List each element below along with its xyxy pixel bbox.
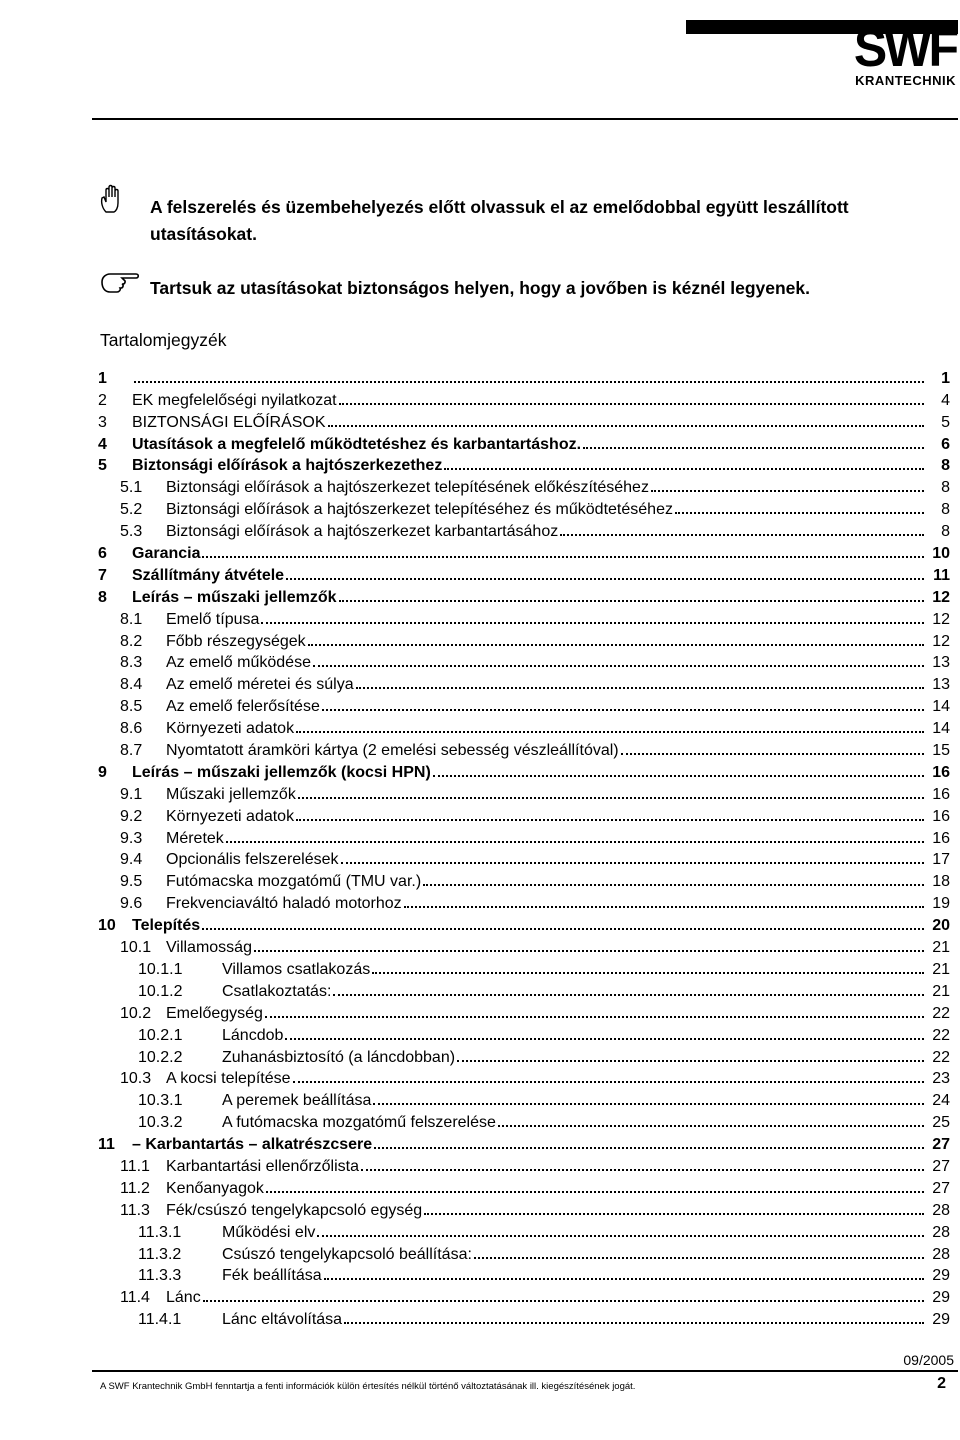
toc-entry-label: EK megfelelőségi nyilatkozat — [132, 391, 337, 409]
toc-entry-page: 22 — [932, 1004, 950, 1022]
toc-leader-dots — [651, 489, 924, 492]
toc-entry-number: 9.3 — [120, 829, 143, 847]
toc-entry-label: A peremek beállítása — [222, 1092, 372, 1110]
toc-entry-label: Emelő típusa — [166, 610, 260, 628]
footer-disclaimer: A SWF Krantechnik GmbH fenntartja a fenti információk külön értesítés nélkül történő változtatásának ill. kiegészítésének jogát. — [100, 1381, 636, 1392]
toc-entry[interactable] — [98, 410, 950, 432]
toc-entry[interactable] — [98, 1045, 950, 1067]
toc-entry[interactable] — [98, 366, 950, 388]
toc-entry[interactable] — [98, 1198, 950, 1220]
toc-entry-label: Opcionális felszerelések — [166, 851, 339, 869]
toc-entry-label: Nyomtatott áramköri kártya (2 emelési sebesség vészleállítóval) — [166, 742, 619, 760]
toc-leader-dots — [261, 621, 924, 624]
toc-leader-dots — [285, 1037, 924, 1040]
toc-entry[interactable] — [98, 1154, 950, 1176]
toc-entry-number: 10.2.2 — [138, 1048, 183, 1066]
company-logo-subtitle: KRANTECHNIK — [855, 73, 956, 88]
toc-entry-label: Biztonsági előírások a hajtószerkezet telepítésének előkészítéséhez — [166, 479, 649, 497]
toc-entry-page: 12 — [932, 588, 950, 606]
toc-leader-dots — [254, 949, 924, 952]
toc-entry-number: 10.3.2 — [138, 1114, 183, 1132]
toc-leader-dots — [202, 927, 924, 930]
toc-entry-label: Futómacska mozgatómű (TMU var.) — [166, 873, 422, 891]
toc-entry-page: 16 — [932, 763, 950, 781]
toc-entry[interactable] — [98, 826, 950, 848]
toc-entry-label: Működési elv — [222, 1223, 316, 1241]
toc-entry-label: Biztonsági előírások a hajtószerkezet karbantartásához — [166, 523, 559, 541]
toc-leader-dots — [134, 380, 924, 383]
toc-entry-label: Környezeti adatok — [166, 807, 295, 825]
toc-entry-page: 16 — [932, 807, 950, 825]
toc-leader-dots — [226, 840, 924, 843]
toc-entry[interactable] — [98, 1264, 950, 1286]
toc-entry-number: 5.3 — [120, 523, 143, 541]
toc-entry-label: Fék/csúszó tengelykapcsoló egység — [166, 1201, 423, 1219]
toc-entry-page: 22 — [932, 1026, 950, 1044]
toc-entry[interactable] — [98, 738, 950, 760]
toc-entry-page: 15 — [932, 742, 950, 760]
toc-entry-number: 10.3 — [120, 1070, 152, 1088]
toc-leader-dots — [313, 664, 924, 667]
toc-entry-page: 21 — [932, 939, 950, 957]
toc-entry[interactable] — [98, 760, 950, 782]
toc-leader-dots — [457, 1059, 924, 1062]
toc-entry-number: 9.5 — [120, 873, 143, 891]
toc-leader-dots — [202, 555, 924, 558]
toc-entry[interactable] — [98, 979, 950, 1001]
toc-entry-number: 9.4 — [120, 851, 143, 869]
toc-entry[interactable] — [98, 913, 950, 935]
toc-leader-dots — [296, 818, 924, 821]
toc-entry-number: 10.2.1 — [138, 1026, 183, 1044]
toc-entry[interactable] — [98, 1132, 950, 1154]
toc-entry-label: Garancia — [132, 545, 201, 563]
toc-entry[interactable] — [98, 497, 950, 519]
toc-entry-number: 3 — [98, 413, 107, 431]
toc-entry-number: 8.1 — [120, 610, 143, 628]
toc-entry[interactable] — [98, 607, 950, 629]
toc-entry-page: 4 — [941, 391, 950, 409]
toc-entry-page: 25 — [932, 1114, 950, 1132]
toc-leader-dots — [444, 467, 924, 470]
toc-entry-page: 28 — [932, 1201, 950, 1219]
toc-entry-page: 16 — [932, 829, 950, 847]
toc-entry-number: 5 — [98, 457, 107, 475]
toc-entry-number: 1 — [98, 369, 107, 387]
toc-leader-dots — [356, 686, 924, 689]
toc-entry-page: 14 — [932, 720, 950, 738]
toc-leader-dots — [621, 752, 924, 755]
toc-entry[interactable] — [98, 694, 950, 716]
toc-entry-number: 9.6 — [120, 895, 143, 913]
toc-entry-label: Szállítmány átvétele — [132, 566, 285, 584]
toc-entry-label: Emelőegység — [166, 1004, 263, 1022]
toc-entry[interactable] — [98, 1023, 950, 1045]
storage-notice: Tartsuk az utasításokat biztonságos helyen, hogy a jovőben is kéznél legyenek. — [150, 278, 811, 298]
toc-entry-label: Leírás – műszaki jellemzők — [132, 588, 337, 606]
toc-leader-dots — [361, 1168, 924, 1171]
toc-entry-number: 6 — [98, 545, 107, 563]
toc-entry-label: Biztonsági előírások a hajtószerkezet telepítéséhez és működtetéséhez — [166, 501, 673, 519]
toc-entry-page: 27 — [932, 1179, 950, 1197]
toc-leader-dots — [324, 1277, 924, 1280]
toc-entry-page: 27 — [932, 1157, 950, 1175]
toc-entry-number: 11.2 — [120, 1179, 150, 1197]
toc-entry[interactable] — [98, 1001, 950, 1023]
toc-entry-page: 8 — [941, 501, 950, 519]
toc-entry[interactable] — [98, 1220, 950, 1242]
toc-entry-page: 28 — [932, 1245, 950, 1263]
toc-entry-number: 10 — [98, 917, 116, 935]
toc-entry[interactable] — [98, 1067, 950, 1089]
toc-entry[interactable] — [98, 629, 950, 651]
toc-entry-number: 11.4.1 — [138, 1311, 182, 1329]
toc-leader-dots — [344, 1321, 924, 1324]
toc-entry-label: Csatlakoztatás: — [222, 982, 332, 1000]
toc-entry-page: 29 — [932, 1311, 950, 1329]
toc-entry[interactable] — [98, 388, 950, 410]
toc-entry-number: 11.3 — [120, 1201, 150, 1219]
toc-entry[interactable] — [98, 782, 950, 804]
toc-entry-page: 17 — [932, 851, 950, 869]
toc-entry-number: 9.1 — [120, 785, 143, 803]
toc-entry-number: 4 — [98, 435, 107, 453]
toc-entry-page: 13 — [932, 654, 950, 672]
toc-entry[interactable] — [98, 869, 950, 891]
toc-leader-dots — [333, 993, 924, 996]
toc-entry[interactable] — [98, 1176, 950, 1198]
toc-entry[interactable] — [98, 804, 950, 826]
toc-entry-number: 5.1 — [120, 479, 143, 497]
toc-entry[interactable] — [98, 475, 950, 497]
toc-leader-dots — [298, 796, 924, 799]
toc-entry-page: 8 — [941, 479, 950, 497]
toc-entry-label: Az emelő felerősítése — [166, 698, 320, 716]
toc-entry-page: 12 — [932, 610, 950, 628]
toc-entry[interactable] — [98, 672, 950, 694]
toc-entry[interactable] — [98, 1242, 950, 1264]
toc-leader-dots — [374, 1146, 924, 1149]
toc-leader-dots — [474, 1256, 924, 1259]
toc-entry-page: 21 — [932, 982, 950, 1000]
toc-entry[interactable] — [98, 519, 950, 541]
pointing-hand-icon — [100, 268, 142, 294]
toc-entry[interactable] — [98, 1088, 950, 1110]
toc-entry-number: 9.2 — [120, 807, 143, 825]
toc-entry-label: Az emelő méretei és súlya — [166, 676, 354, 694]
company-logo: SWF — [853, 18, 956, 78]
toc-entry-number: 2 — [98, 391, 107, 409]
toc-entry[interactable] — [98, 563, 950, 585]
toc-entry-label: A futómacska mozgatómű felszerelése — [222, 1114, 496, 1132]
toc-leader-dots — [498, 1124, 924, 1127]
toc-entry[interactable] — [98, 541, 950, 563]
toc-entry-number: 10.1 — [120, 939, 152, 957]
toc-entry-label: Környezeti adatok — [166, 720, 295, 738]
toc-entry-page: 20 — [932, 917, 950, 935]
toc-entry-number: 8.6 — [120, 720, 143, 738]
toc-leader-dots — [293, 1080, 924, 1083]
toc-entry-number: 8.3 — [120, 654, 143, 672]
toc-entry-label: Főbb részegységek — [166, 632, 306, 650]
toc-entry-label: Az emelő működése — [166, 654, 311, 672]
toc-leader-dots — [296, 730, 924, 733]
toc-entry[interactable] — [98, 935, 950, 957]
toc-entry-page: 18 — [932, 873, 950, 891]
toc-leader-dots — [583, 446, 924, 449]
header-rule — [92, 118, 958, 120]
toc-entry-number: 7 — [98, 566, 107, 584]
toc-entry-page: 29 — [932, 1289, 950, 1307]
toc-entry-page: 22 — [932, 1048, 950, 1066]
toc-leader-dots — [373, 1102, 924, 1105]
toc-leader-dots — [372, 971, 924, 974]
toc-title: Tartalomjegyzék — [100, 330, 227, 350]
toc-entry-number: 8.2 — [120, 632, 143, 650]
toc-entry[interactable] — [98, 585, 950, 607]
toc-entry-number: 10.3.1 — [138, 1092, 183, 1110]
toc-leader-dots — [266, 1190, 924, 1193]
toc-entry[interactable] — [98, 891, 950, 913]
toc-entry-number: 11.3.2 — [138, 1245, 182, 1263]
toc-leader-dots — [560, 533, 924, 536]
toc-entry-label: Zuhanásbiztosító (a láncdobban) — [222, 1048, 456, 1066]
toc-leader-dots — [265, 1015, 924, 1018]
toc-entry-number: 8.7 — [120, 742, 143, 760]
toc-entry-label: Lánc — [166, 1289, 201, 1307]
footer-rule — [92, 1370, 958, 1372]
toc-entry-page: 14 — [932, 698, 950, 716]
toc-entry-page: 5 — [941, 413, 950, 431]
toc-entry-page: 28 — [932, 1223, 950, 1241]
toc-leader-dots — [286, 577, 924, 580]
toc-entry-number: 11.3.3 — [138, 1267, 182, 1285]
toc-entry-number: 10.1.1 — [138, 960, 183, 978]
toc-entry-page: 21 — [932, 960, 950, 978]
toc-entry-label: – Karbantartás – alkatrészcsere — [132, 1136, 373, 1154]
toc-entry[interactable] — [98, 1285, 950, 1307]
toc-entry-number: 11.1 — [120, 1157, 150, 1175]
toc-entry[interactable] — [98, 957, 950, 979]
toc-entry-label: Csúszó tengelykapcsoló beállítása: — [222, 1245, 472, 1263]
toc-entry-page: 1 — [941, 369, 950, 387]
toc-entry-page: 24 — [932, 1092, 950, 1110]
toc-entry-page: 16 — [932, 785, 950, 803]
toc-leader-dots — [341, 861, 924, 864]
toc-entry[interactable] — [98, 432, 950, 454]
toc-entry-page: 10 — [932, 545, 950, 563]
toc-entry-label: Karbantartási ellenőrzőlista — [166, 1157, 359, 1175]
toc-entry-page: 27 — [932, 1136, 950, 1154]
toc-entry-number: 10.2 — [120, 1004, 152, 1022]
hand-warning-icon — [98, 184, 124, 214]
toc-leader-dots — [317, 1234, 924, 1237]
toc-entry-label: Utasítások a megfelelő működtetéshez és karbantartáshoz. — [132, 435, 582, 453]
toc-entry-page: 12 — [932, 632, 950, 650]
table-of-contents — [98, 366, 950, 1329]
toc-entry-label: Villamosság — [166, 939, 252, 957]
toc-entry-page: 11 — [933, 566, 950, 584]
toc-leader-dots — [308, 643, 924, 646]
toc-entry-page: 8 — [941, 457, 950, 475]
toc-entry[interactable] — [98, 848, 950, 870]
toc-entry-label: BIZTONSÁGI ELŐÍRÁSOK — [132, 413, 326, 431]
toc-entry-number: 8.4 — [120, 676, 143, 694]
toc-entry-label: Méretek — [166, 829, 224, 847]
toc-entry-label: Fék beállítása — [222, 1267, 322, 1285]
toc-leader-dots — [404, 905, 924, 908]
toc-entry-page: 19 — [932, 895, 950, 913]
toc-entry-label: Láncdob — [222, 1026, 284, 1044]
toc-entry-number: 10.1.2 — [138, 982, 183, 1000]
toc-leader-dots — [675, 511, 924, 514]
toc-entry-page: 29 — [932, 1267, 950, 1285]
toc-entry-page: 13 — [932, 676, 950, 694]
toc-entry-number: 11.4 — [120, 1289, 150, 1307]
toc-entry[interactable] — [98, 651, 950, 673]
toc-entry-label: Frekvenciaváltó haladó motorhoz — [166, 895, 402, 913]
toc-entry[interactable] — [98, 1307, 950, 1329]
toc-leader-dots — [203, 1299, 924, 1302]
toc-leader-dots — [423, 883, 924, 886]
toc-leader-dots — [433, 774, 924, 777]
toc-entry-label: A kocsi telepítése — [166, 1070, 291, 1088]
toc-entry-label: Műszaki jellemzők — [166, 785, 296, 803]
toc-entry-page: 6 — [941, 435, 950, 453]
toc-entry-number: 11 — [98, 1136, 115, 1154]
toc-entry[interactable] — [98, 716, 950, 738]
warning-notice: A felszerelés és üzembehelyezés előtt olvassuk el az emelődobbal együtt leszállított utasításokat. — [150, 197, 849, 244]
toc-entry-label: Kenőanyagok — [166, 1179, 264, 1197]
toc-entry-number: 8.5 — [120, 698, 143, 716]
toc-entry-label: Villamos csatlakozás — [222, 960, 371, 978]
toc-leader-dots — [339, 599, 924, 602]
document-date: 09/2005 — [903, 1352, 954, 1368]
toc-leader-dots — [322, 708, 924, 711]
toc-entry-page: 23 — [932, 1070, 950, 1088]
toc-entry-label: Biztonsági előírások a hajtószerkezethez — [132, 457, 443, 475]
toc-entry-number: 8 — [98, 588, 107, 606]
toc-entry-number: 11.3.1 — [138, 1223, 182, 1241]
toc-entry-label: Lánc eltávolítása — [222, 1311, 343, 1329]
toc-entry-number: 5.2 — [120, 501, 143, 519]
toc-entry[interactable] — [98, 1110, 950, 1132]
toc-leader-dots — [328, 424, 924, 427]
page-number: 2 — [937, 1375, 946, 1392]
toc-entry-page: 8 — [941, 523, 950, 541]
toc-entry[interactable] — [98, 454, 950, 476]
toc-entry-number: 9 — [98, 763, 107, 781]
toc-entry-label: Telepítés — [132, 917, 201, 935]
toc-entry-label: Leírás – műszaki jellemzők (kocsi HPN) — [132, 763, 431, 781]
toc-leader-dots — [424, 1212, 924, 1215]
toc-leader-dots — [339, 402, 924, 405]
